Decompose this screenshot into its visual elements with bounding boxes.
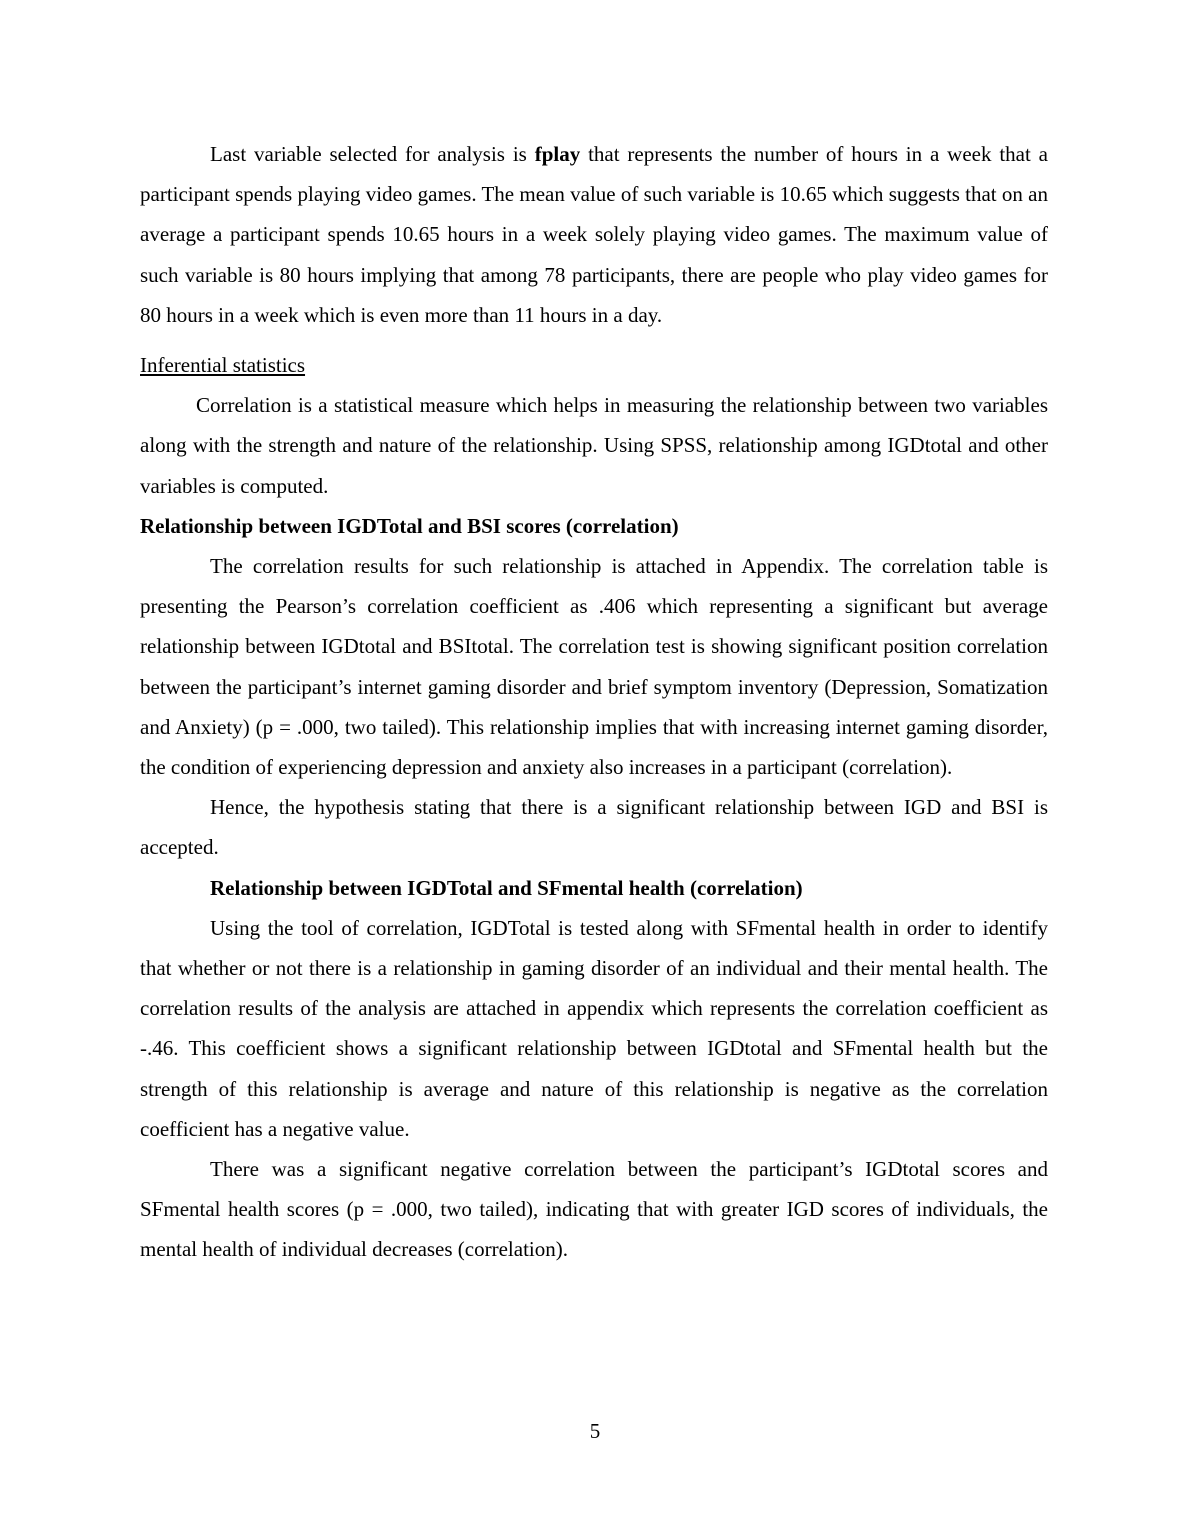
sf-section-heading: Relationship between IGDTotal and SFmental health (correlation) [210,875,803,900]
bsi-paragraph-results: The correlation results for such relationship is attached in Appendix. The correlation table is presenting the Pearson’s correlation coefficient as .406 which representing a significant but average relationship between IGDtotal and BSItotal. The correlation test is showing significant position correlation between the participant’s internet gaming disorder and brief symptom inventory (Depression, Somatization and Anxiety) (p = .000, two tailed). This relationship implies that with increasing internet gaming disorder, the condition of experiencing depression and anxiety also increases in a participant (correlation). [140,554,1048,780]
paragraph-fplay [140,134,1048,335]
page-content [140,134,1048,1270]
fplay-intro-text: Last variable selected for analysis is [210,142,535,166]
bsi-section-heading: Relationship between IGDTotal and BSI scores (correlation) [140,513,679,538]
page-number: 5 [589,1419,601,1443]
fplay-body-text: that represents the number of hours in a week that a participant spends playing video games. The mean value of such variable is 10.65 which suggests that on an average a participant spends 10.65 hours in a week solely playing video games. The maximum value of such variable is 80 hours implying that among 78 participants, there are people who play video games for 80 hours in a week which is even more than 11 hours in a day. [140,142,1048,327]
sf-paragraph-results: Using the tool of correlation, IGDTotal is tested along with SFmental health in order to identify that whether or not there is a relationship in gaming disorder of an individual and their mental health. The correlation results of the analysis are attached in appendix which represents the correlation coefficient as -.46. This coefficient shows a significant relationship between IGDtotal and SFmental health but the strength of this relationship is average and nature of this relationship is negative as the correlation coefficient has a negative value. [140,915,1048,1141]
inferential-paragraph: Correlation is a statistical measure which helps in measuring the relationship between two variables along with the strength and nature of the relationship. Using SPSS, relationship among IGDtotal and other variables is computed. [140,393,1048,498]
inferential-statistics-heading: Inferential statistics [140,353,306,378]
fplay-term: fplay [534,142,581,166]
bsi-paragraph-hypothesis: Hence, the hypothesis stating that there is a significant relationship between IGD and BSI is accepted. [140,795,1048,860]
sf-paragraph-negative-correlation: There was a significant negative correlation between the participant’s IGDtotal scores and SFmental health scores (p = .000, two tailed), indicating that with greater IGD scores of individuals, the mental health of individual decreases (correlation). [140,1157,1048,1262]
